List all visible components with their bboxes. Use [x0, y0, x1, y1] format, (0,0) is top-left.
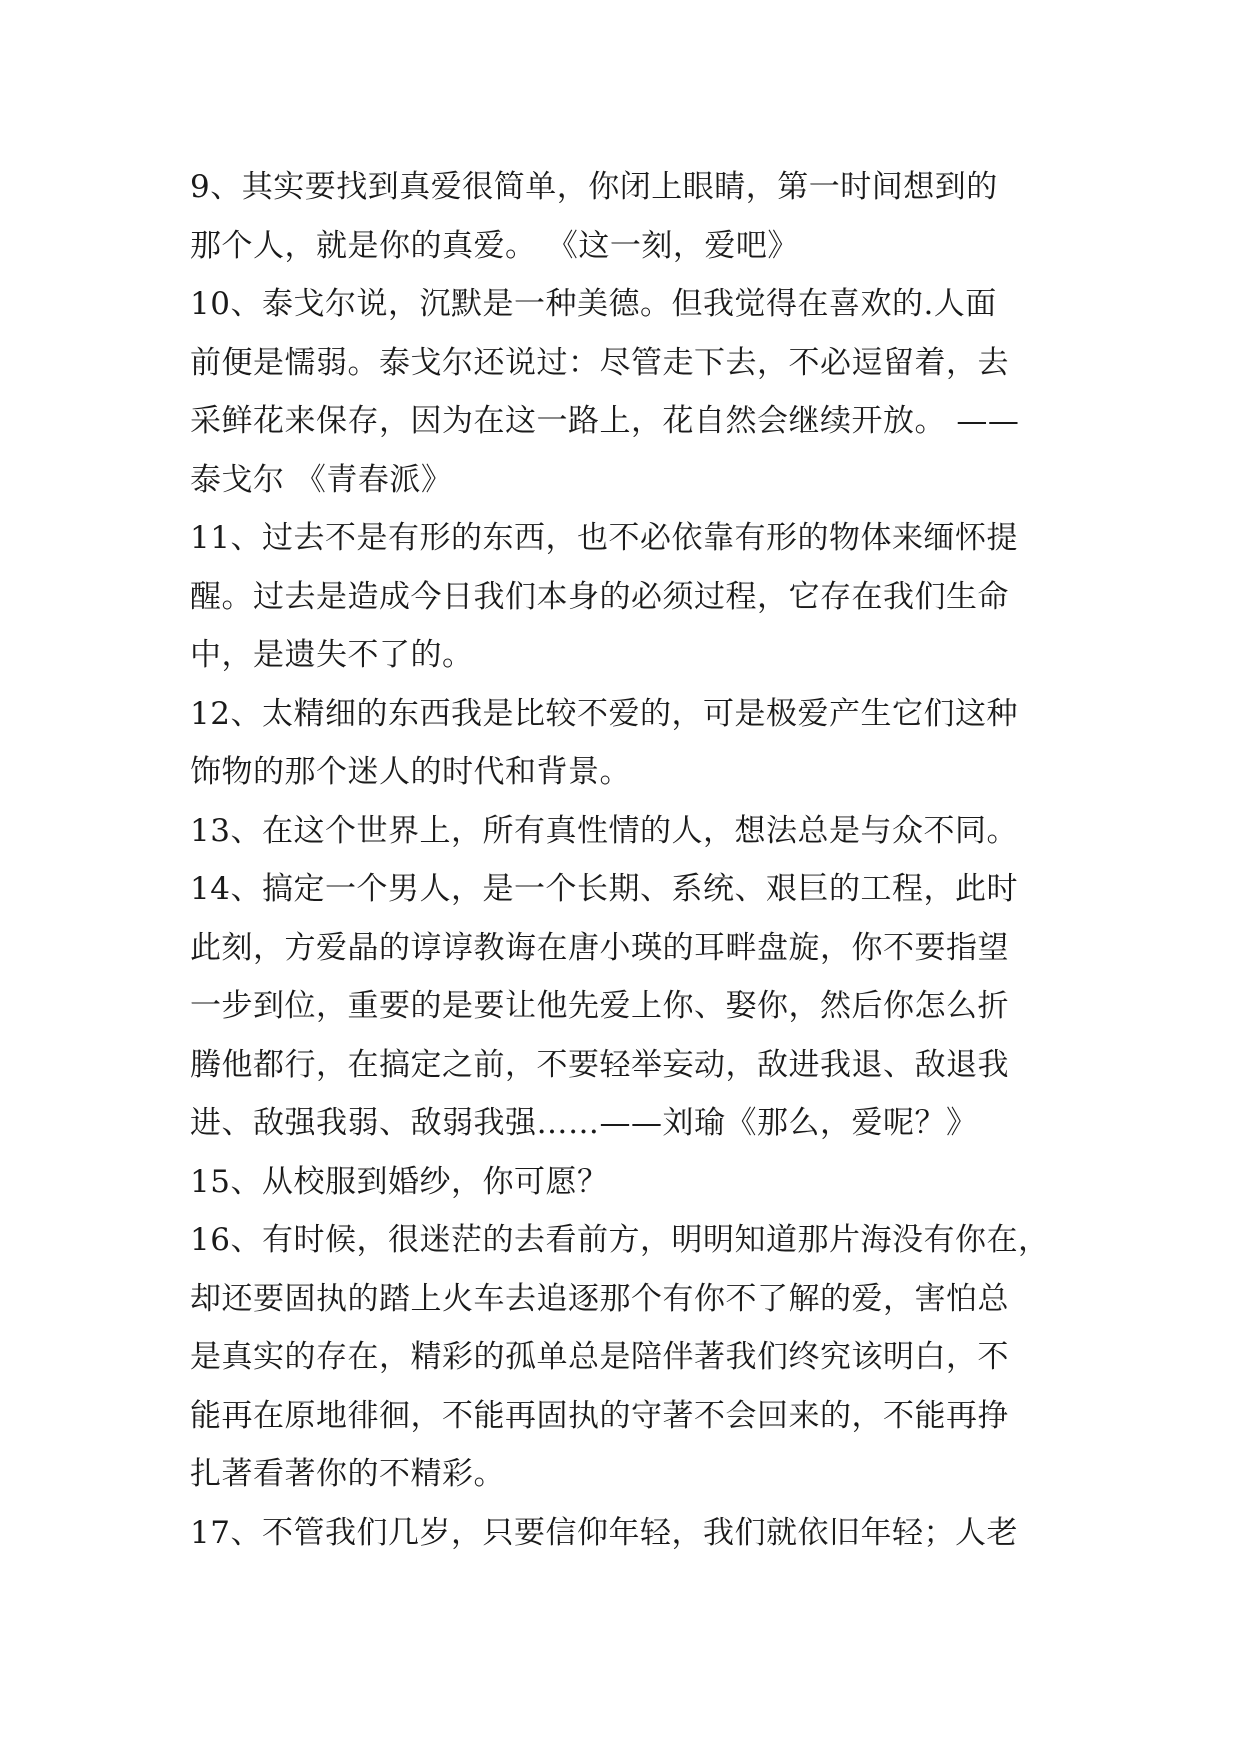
- text-line: 一步到位，重要的是要让他先爱上你、娶你，然后你怎么折: [190, 988, 1009, 1024]
- text-line: 扎著看著你的不精彩。: [190, 1456, 505, 1492]
- text-line: 14、搞定一个男人，是一个长期、系统、艰巨的工程，此时: [190, 871, 1018, 907]
- text-line: 此刻，方爱晶的谆谆教诲在唐小瑛的耳畔盘旋，你不要指望: [190, 929, 1009, 966]
- text-line: 前便是懦弱。泰戈尔还说过：尽管走下去，不必逗留着，去: [190, 344, 1009, 381]
- text-line: 12、太精细的东西我是比较不爱的，可是极爱产生它们这种: [190, 695, 1018, 732]
- text-line: 那个人，就是你的真爱。 《这一刻，爱吧》: [190, 227, 799, 264]
- text-line: 15、从校服到婚纱，你可愿？: [190, 1163, 609, 1200]
- text-line: 17、不管我们几岁，只要信仰年轻，我们就依旧年轻；人老: [190, 1514, 1018, 1551]
- text-line: 采鲜花来保存，因为在这一路上，花自然会继续开放。 ——: [190, 403, 1020, 439]
- text-line: 10、泰戈尔说，沉默是一种美德。但我觉得在喜欢的.人面: [190, 286, 997, 322]
- text-line: 9、其实要找到真爱很简单，你闭上眼睛，第一时间想到的: [190, 169, 998, 205]
- text-line: 16、有时候，很迷茫的去看前方，明明知道那片海没有你在，: [190, 1222, 1050, 1258]
- text-line: 11、过去不是有形的东西，也不必依靠有形的物体来缅怀提: [190, 520, 1018, 556]
- text-line: 醒。过去是造成今日我们本身的必须过程，它存在我们生命: [190, 578, 1009, 615]
- document-body: [190, 158, 1070, 1562]
- text-line: 腾他都行，在搞定之前，不要轻举妄动，敌进我退、敌退我: [190, 1046, 1009, 1083]
- text-line: 泰戈尔 《青春派》: [190, 461, 453, 498]
- text-line: 是真实的存在，精彩的孤单总是陪伴著我们终究该明白，不: [190, 1339, 1009, 1375]
- text-line: 中，是遗失不了的。: [190, 637, 474, 673]
- text-line: 饰物的那个迷人的时代和背景。: [190, 754, 631, 790]
- text-line: 13、在这个世界上，所有真性情的人，想法总是与众不同。: [190, 812, 1018, 849]
- text-line: 进、敌强我弱、敌弱我强……——刘瑜《那么，爱呢？》: [190, 1105, 978, 1141]
- text-line: 能再在原地徘徊，不能再固执的守著不会回来的，不能再挣: [190, 1397, 1009, 1434]
- text-line: 却还要固执的踏上火车去追逐那个有你不了解的爱，害怕总: [190, 1280, 1009, 1317]
